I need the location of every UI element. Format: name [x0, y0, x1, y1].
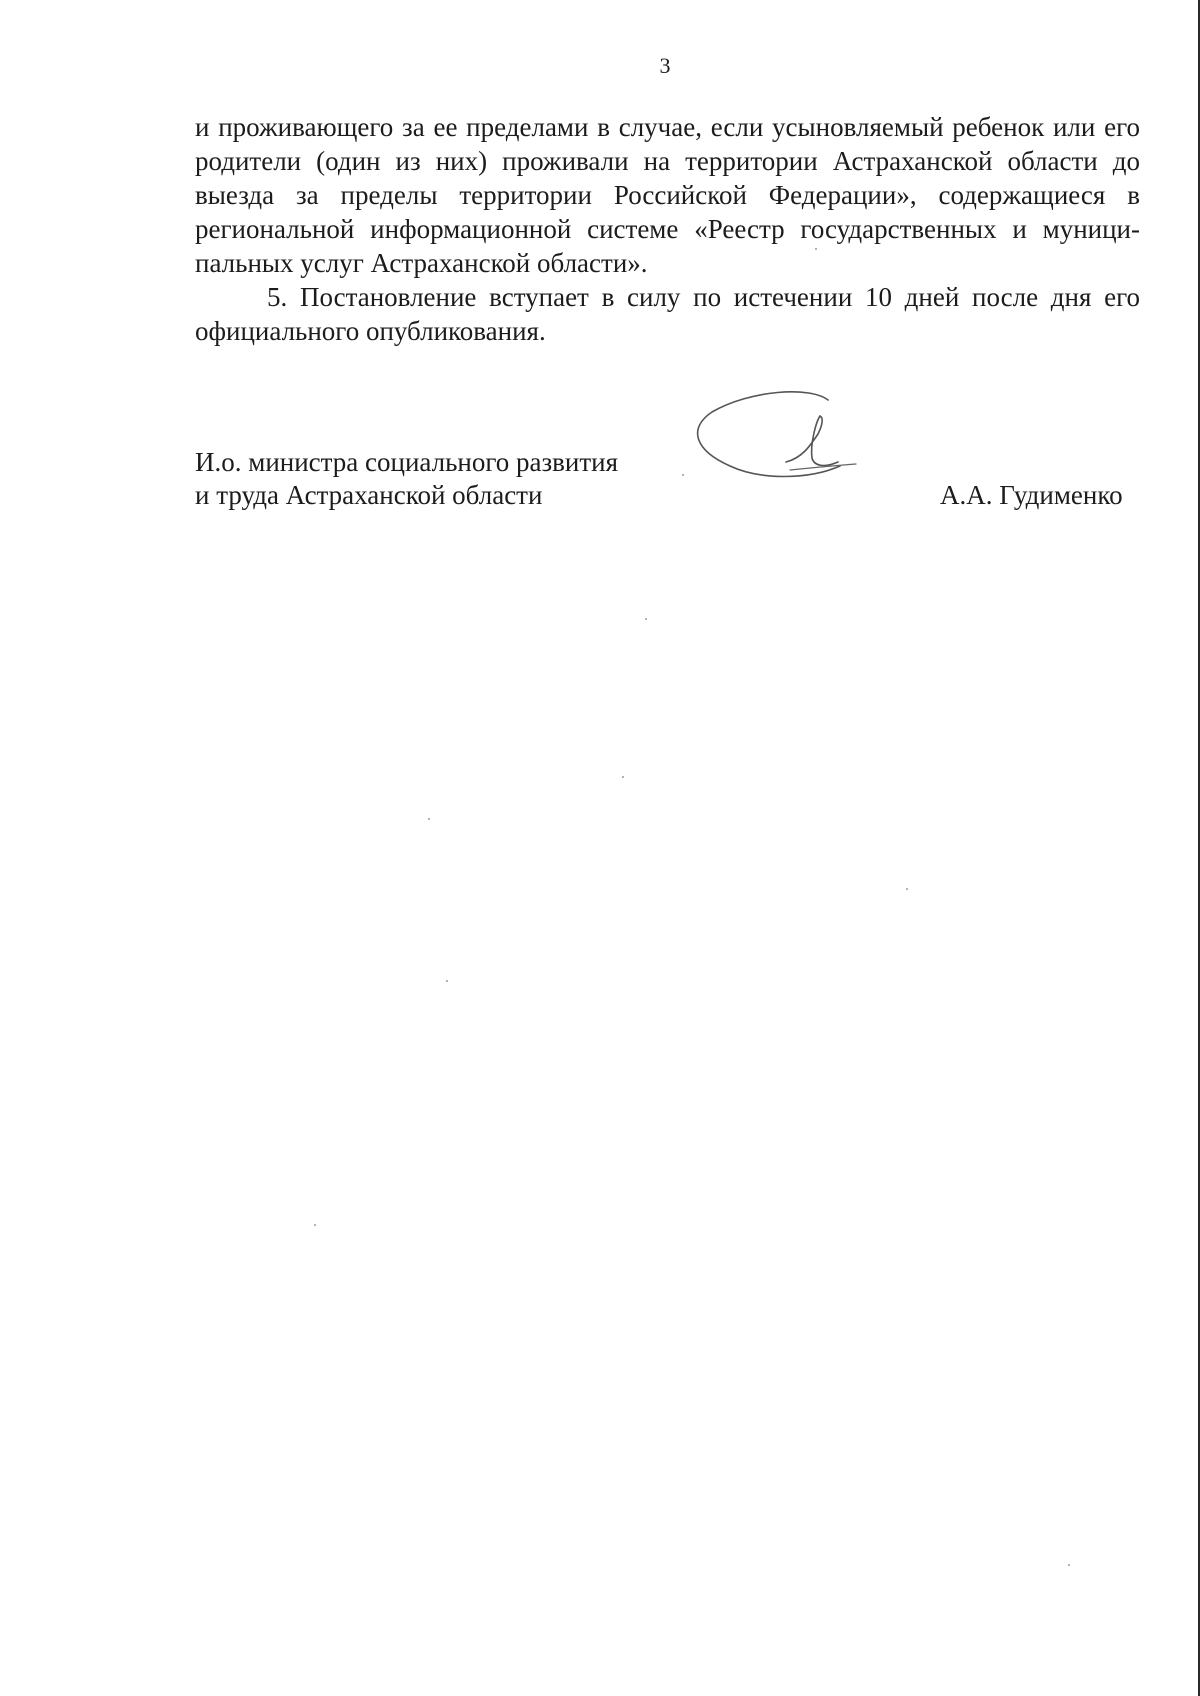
scan-speck: [446, 980, 448, 982]
signatory-position-line-1: И.о. министра социального развития: [195, 447, 619, 477]
scan-speck: [682, 474, 684, 476]
scan-speck: [645, 618, 647, 620]
scan-speck: [906, 888, 908, 890]
scan-speck: [314, 1224, 316, 1226]
paragraph-continuation: и проживающего за ее пределами в случае, если усыновляемый ребенок или его родители (один из них) проживали на территории Астраханской области до выезда за пределы территории Российской Федерации», содержащиеся в региональной информационной системе «Реестр государственных и муници-пальных услуг Астраханской области».: [195, 112, 1140, 278]
handwritten-signature: [690, 388, 870, 498]
signatory-position-line-2: и труда Астраханской области: [195, 480, 543, 510]
signatory-position: [195, 446, 618, 512]
paragraph-item-5: 5. Постановление вступает в силу по истечении 10 дней после дня его официального опубликования.: [195, 282, 1140, 346]
page-number: 3: [659, 53, 671, 78]
scan-speck: [815, 248, 817, 250]
scan-speck: [1068, 1564, 1070, 1566]
scan-speck: [622, 776, 624, 778]
scan-speck: [428, 818, 430, 820]
document-body: [195, 110, 1140, 348]
signatory-name: А.А. Гудименко: [940, 480, 1123, 510]
